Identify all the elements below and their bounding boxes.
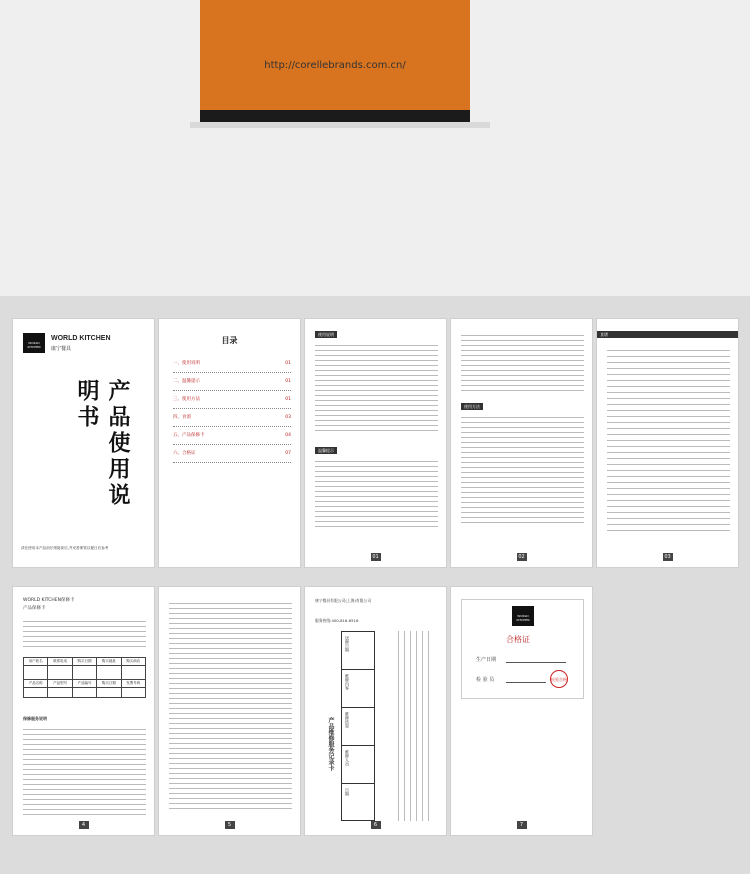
service-text bbox=[23, 725, 146, 815]
page-number: 6 bbox=[371, 821, 381, 829]
world-kitchen-logo: WORLD KITCHEN bbox=[23, 333, 45, 353]
cover-title: 产品使用说明书 bbox=[74, 379, 130, 509]
section-heading: 使用方法 bbox=[461, 403, 483, 410]
method-page bbox=[450, 318, 593, 568]
method-text bbox=[461, 413, 584, 523]
qc-stamp: 检验合格 bbox=[550, 670, 568, 688]
box-base bbox=[200, 110, 470, 122]
usage-page bbox=[304, 318, 447, 568]
world-kitchen-logo: WORLD KITCHEN bbox=[512, 606, 534, 626]
company-name: 康宁餐具有限公司(上海)有限公司 bbox=[315, 598, 372, 603]
usage-text bbox=[315, 341, 438, 433]
service-phone: 服务热线:400-816-6518 bbox=[315, 618, 359, 623]
product-photo-area bbox=[0, 0, 750, 296]
warranty-text bbox=[23, 617, 146, 651]
certificate-page bbox=[450, 586, 593, 836]
warranty-page bbox=[12, 586, 155, 836]
page-number: 02 bbox=[518, 554, 525, 560]
warranty-table: 用户姓名 联系电话 购买日期 购买地址 购买商店 产品名称 产品型号 产品编号 购买日期 发票号码 bbox=[23, 657, 146, 698]
record-card-title: 产品维修服务记录卡 bbox=[327, 717, 334, 771]
certificate-title: 合格证 bbox=[506, 635, 530, 644]
brand-name-cn: 康宁餐具 bbox=[51, 346, 72, 352]
section-heading: 使用说明 bbox=[315, 331, 337, 338]
manual-spread-area bbox=[0, 296, 750, 874]
toc-item[interactable]: 二、温馨提示 01 bbox=[173, 373, 291, 391]
page-number: 5 bbox=[225, 821, 235, 829]
page-number: 4 bbox=[79, 821, 89, 829]
toc-page bbox=[158, 318, 301, 568]
page-number: 01 bbox=[372, 554, 379, 560]
toc-title: 目录 bbox=[221, 336, 238, 345]
box-shadow bbox=[190, 122, 490, 128]
toc-item[interactable]: 五、产品保修卡 04 bbox=[173, 427, 291, 445]
warranty-title: WORLD KITCHEN保修卡 bbox=[23, 598, 75, 603]
brand-name: WORLD KITCHEN bbox=[51, 335, 111, 342]
production-date-label: 生产日期 bbox=[476, 657, 497, 663]
orange-product-box bbox=[200, 0, 470, 110]
section-heading: 食谱 bbox=[597, 331, 739, 338]
terms-text bbox=[169, 599, 292, 811]
page-number: 7 bbox=[517, 821, 527, 829]
toc-list bbox=[173, 355, 291, 463]
cover-page bbox=[12, 318, 155, 568]
toc-item[interactable]: 四、食谱 03 bbox=[173, 409, 291, 427]
record-notes bbox=[393, 631, 433, 821]
box-url: http://corellebrands.com.cn/ bbox=[264, 60, 406, 71]
recipe-text bbox=[607, 345, 730, 535]
warranty-terms-page bbox=[158, 586, 301, 836]
production-date-line bbox=[506, 662, 566, 663]
page-number: 03 bbox=[664, 554, 671, 560]
inspector-line bbox=[506, 682, 546, 683]
inspector-label: 检 验 员 bbox=[476, 677, 495, 683]
toc-item[interactable]: 六、合格证 07 bbox=[173, 445, 291, 463]
certificate-card bbox=[461, 599, 584, 699]
service-record-page bbox=[304, 586, 447, 836]
service-record-grid: 送修日期 维修内容 维修结果 维修人员 日期 bbox=[341, 631, 375, 821]
method-text-top bbox=[461, 331, 584, 391]
recipe-page bbox=[596, 318, 739, 568]
tips-text bbox=[315, 457, 438, 527]
section-heading: 保修服务说明 bbox=[23, 716, 47, 721]
cover-footer: 请在使用本产品前仔细阅读后,并妥善保管以便日后参考 bbox=[21, 546, 109, 550]
warranty-subtitle: 产品保修卡 bbox=[23, 606, 46, 611]
toc-item[interactable]: 三、使用方法 01 bbox=[173, 391, 291, 409]
section-heading: 温馨提示 bbox=[315, 447, 337, 454]
toc-item[interactable]: 一、使用说明 01 bbox=[173, 355, 291, 373]
